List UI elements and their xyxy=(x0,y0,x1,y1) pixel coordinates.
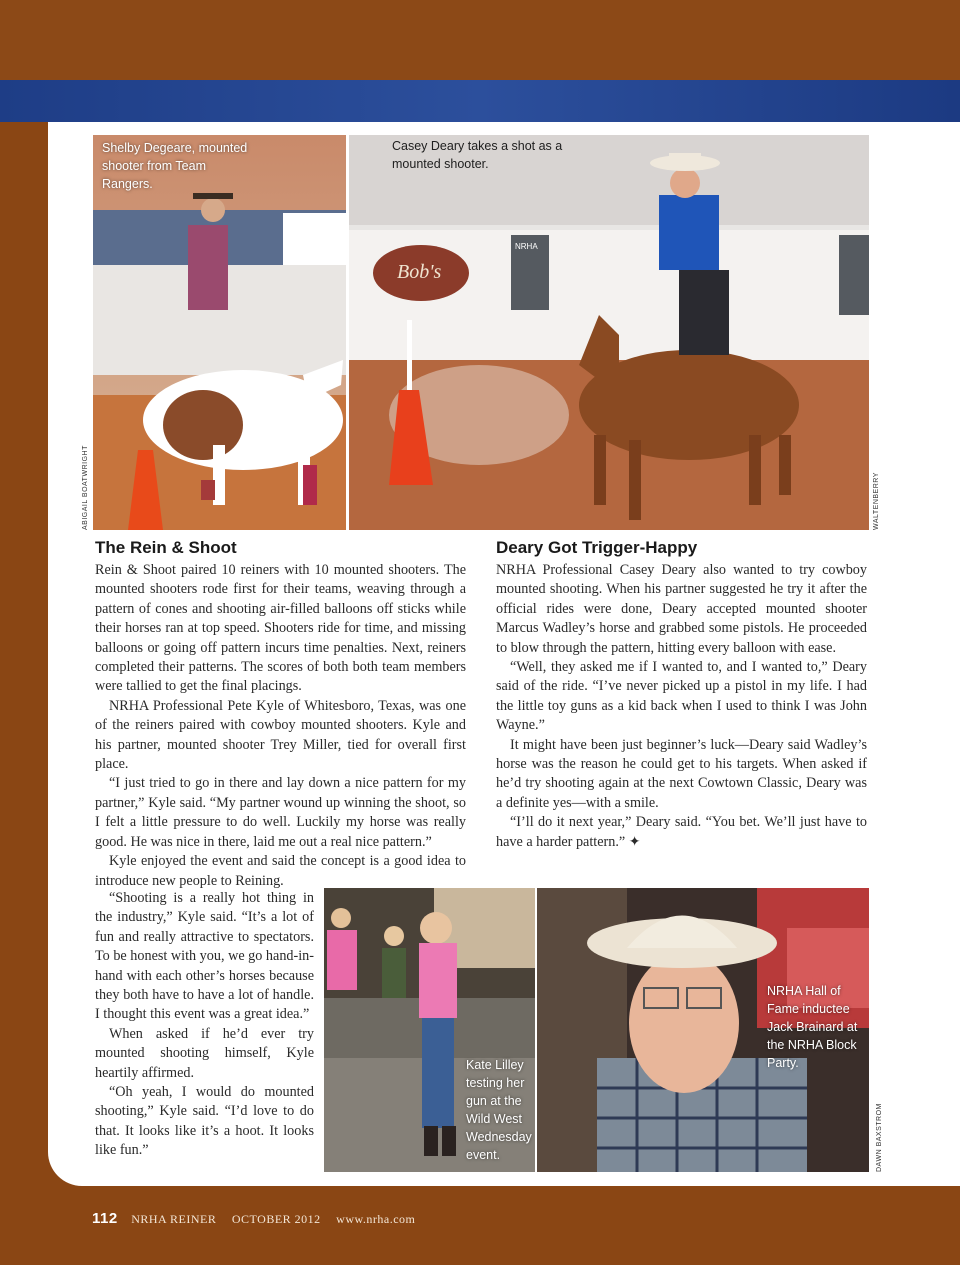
caption-casey-deary: Casey Deary takes a shot as a mounted shooter. xyxy=(392,139,563,171)
photo-casey-deary xyxy=(349,135,869,530)
article-rein-and-shoot-continued xyxy=(95,889,314,1161)
article-title-rein-and-shoot: The Rein & Shoot xyxy=(95,538,237,557)
paragraph: NRHA Professional Pete Kyle of Whitesboro, Texas, was one of the reiners paired with cowboy mounted shooters. Kyle and his partner, mounted shooter Trey Miller, tied for overall first place. xyxy=(95,697,466,773)
paragraph: NRHA Professional Casey Deary also wanted to try cowboy mounted shooting. When his partner suggested he try it after the official rides were done, Deary accepted mounted shooter Marcus Wadley’s horse and grabbed some pistols. He proceeded to blow through the pattern, hitting every balloon with ease. xyxy=(496,562,867,656)
blue-header-band xyxy=(0,80,960,122)
paragraph: When asked if he’d ever try mounted shooting himself, Kyle heartily affirmed. xyxy=(95,1025,314,1081)
photo-credit-left: ABIGAIL BOATWRIGHT xyxy=(82,445,89,530)
paragraph: “I just tried to go in there and lay down a nice pattern for my partner,” Kyle said. “My partner wound up winning the shoot, so I felt a little pressure to do well. Luckily my horse was really good. He was nice in there, laid me out a real nice pattern.” xyxy=(95,775,466,850)
caption-jack-brainard: NRHA Hall of Fame inductee Jack Brainard at the NRHA Block Party. xyxy=(767,984,858,1070)
page-number: 112 xyxy=(92,1210,118,1227)
magazine-name: NRHA REINER xyxy=(131,1212,217,1226)
photo-credit-right: WALTENBERRY xyxy=(873,472,880,530)
paragraph: “I’ll do it next year,” Deary said. “You bet. We’ll just have to have a harder pattern.” ✦ xyxy=(496,814,867,850)
paragraph: It might have been just beginner’s luck—Deary said Wadley’s horse was the reason he could get to his targets. When asked if he’d try shooting again at the next Cowtown Classic, Deary was a definite yes—with a smile. xyxy=(496,736,867,811)
arena-sign-text: Bob's xyxy=(397,261,442,283)
page-footer xyxy=(92,1210,427,1227)
paragraph: “Well, they asked me if I wanted to, and I wanted to,” Deary said of the ride. “I’ve never picked up a pistol in my life. I had the little toy guns as a kid back when I used to think I was John Wayne.” xyxy=(496,659,867,734)
paragraph: Rein & Shoot paired 10 reiners with 10 mounted shooters. The mounted shooters rode first for their teams, weaving through a pattern of cones and shooting air-filled balloons off sticks while their horses ran at top speed. Shooters ride for time, and missing balloons or going off pattern incurs time penalties. Next, reiners completed their patterns. The scores of both both team members were tallied to get the final placings. xyxy=(95,562,466,695)
issue-date: OCTOBER 2012 xyxy=(231,1212,321,1226)
article-deary-trigger-happy xyxy=(496,537,867,852)
caption-kate-lilley: Kate Lilley testing her gun at the Wild West Wednesday event. xyxy=(466,1058,532,1162)
photo-credit-bottom: DAWN BAXSTROM xyxy=(876,1103,883,1172)
caption-shelby-degeare: Shelby Degeare, mounted shooter from Team Rangers. xyxy=(102,141,248,191)
photo-shelby-degeare xyxy=(93,135,346,530)
top-color-band xyxy=(0,0,960,80)
paragraph: Kyle enjoyed the event and said the concept is a good idea to introduce new people to Reining. xyxy=(95,853,466,889)
paragraph: “Oh yeah, I would do mounted shooting,” Kyle said. “I’d love to do that. It looks like it’s a hoot. It looks like fun.” xyxy=(95,1084,314,1159)
banner-text: NRHA xyxy=(515,242,538,251)
article-rein-and-shoot xyxy=(95,537,466,891)
paragraph: “Shooting is a really hot thing in the industry,” Kyle said. “It’s a lot of fun and really attractive to spectators. To be honest with you, we go hand-in-hand with each other’s horses because they both have to have a lot of handle. I thought this event was a great idea.” xyxy=(95,890,314,1023)
article-title-deary: Deary Got Trigger-Happy xyxy=(496,538,698,557)
website-link[interactable]: www.nrha.com xyxy=(336,1212,416,1226)
